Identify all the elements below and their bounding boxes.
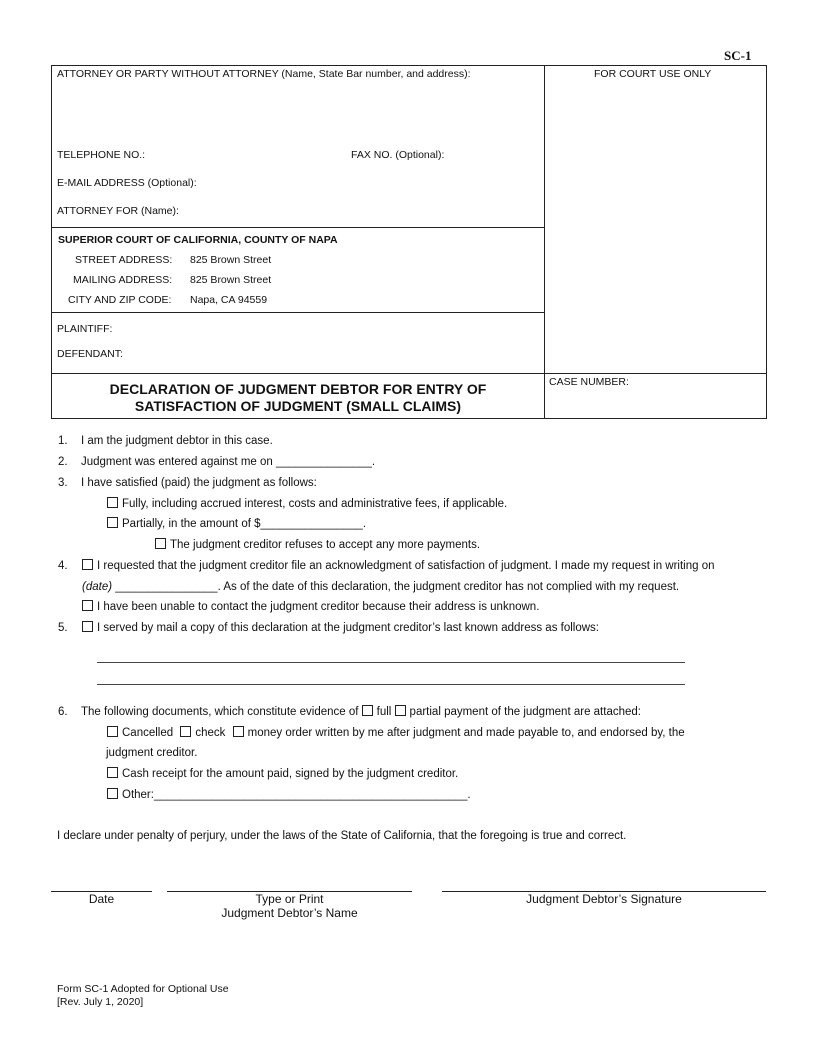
item-4c bbox=[82, 600, 539, 614]
money-order-checkbox[interactable] bbox=[233, 726, 244, 737]
item-3b bbox=[107, 517, 366, 531]
name-sig-label bbox=[167, 892, 412, 920]
mailing-value: 825 Brown Street bbox=[190, 274, 272, 286]
item-3a-text: Fully, including accrued interest, costs and administrative fees, if applicable. bbox=[122, 498, 508, 510]
name-label-line-1: Type or Print bbox=[255, 892, 324, 906]
mailing-label: MAILING ADDRESS: bbox=[73, 274, 173, 286]
title-line-1: DECLARATION OF JUDGMENT DEBTOR FOR ENTRY OF bbox=[109, 381, 487, 397]
cancelled-label: Cancelled bbox=[122, 727, 174, 739]
item-3-text: I have satisfied (paid) the judgment as follows: bbox=[81, 477, 317, 489]
served-by-mail-checkbox[interactable] bbox=[82, 621, 93, 632]
item-5-text: I served by mail a copy of this declaration at the judgment creditor’s last known address as follows: bbox=[97, 622, 599, 634]
street-label: STREET ADDRESS: bbox=[75, 254, 173, 266]
item-number: 1. bbox=[58, 435, 68, 447]
item-6c bbox=[107, 788, 471, 802]
requested-acknowledgment-checkbox[interactable] bbox=[82, 559, 93, 570]
item-6 bbox=[81, 705, 641, 719]
cash-receipt-checkbox[interactable] bbox=[107, 767, 118, 778]
item-number: 2. bbox=[58, 456, 68, 468]
address-line-1[interactable] bbox=[97, 662, 685, 663]
item-4a-text: I requested that the judgment creditor file an acknowledgment of satisfaction of judgment. I made my request in writing on bbox=[97, 560, 715, 572]
item-number: 4. bbox=[58, 560, 68, 572]
form-id: SC-1 bbox=[724, 48, 752, 63]
item-6b bbox=[107, 767, 458, 781]
address-unknown-checkbox[interactable] bbox=[82, 600, 93, 611]
signature-label: Judgment Debtor’s Signature bbox=[526, 892, 682, 906]
partially-paid-checkbox[interactable] bbox=[107, 517, 118, 528]
attorney-for-label: ATTORNEY FOR (Name): bbox=[57, 205, 179, 217]
divider bbox=[51, 373, 767, 374]
cancelled-checkbox[interactable] bbox=[107, 726, 118, 737]
item-6a-cont: judgment creditor. bbox=[106, 747, 198, 759]
cash-receipt-label: Cash receipt for the amount paid, signed by the judgment creditor. bbox=[122, 768, 459, 780]
item-number: 3. bbox=[58, 477, 68, 489]
item-number: 6. bbox=[58, 706, 68, 718]
item-6-text: The following documents, which constitute evidence of bbox=[81, 706, 359, 718]
defendant-label: DEFENDANT: bbox=[57, 348, 123, 360]
partial-checkbox[interactable] bbox=[395, 705, 406, 716]
street-value: 825 Brown Street bbox=[190, 254, 272, 266]
item-3c bbox=[155, 538, 480, 552]
court-name: SUPERIOR COURT OF CALIFORNIA, COUNTY OF NAPA bbox=[58, 234, 338, 246]
case-number-label: CASE NUMBER: bbox=[549, 376, 629, 388]
city-label: CITY AND ZIP CODE: bbox=[68, 294, 172, 306]
item-4a bbox=[82, 559, 715, 573]
other-label: Other:_________________________________________________. bbox=[122, 789, 471, 801]
full-checkbox[interactable] bbox=[362, 705, 373, 716]
divider bbox=[51, 227, 545, 228]
telephone-label: TELEPHONE NO.: bbox=[57, 149, 146, 161]
fully-paid-checkbox[interactable] bbox=[107, 497, 118, 508]
declaration-text: I declare under penalty of perjury, under the laws of the State of California, that the foregoing is true and correct. bbox=[57, 830, 627, 842]
divider bbox=[51, 312, 545, 313]
footer-line-1: Form SC-1 Adopted for Optional Use bbox=[57, 983, 229, 995]
name-label-line-2: Judgment Debtor’s Name bbox=[221, 906, 358, 920]
court-use-label: FOR COURT USE ONLY bbox=[594, 68, 712, 80]
partial-label: partial payment of the judgment are attached: bbox=[409, 706, 641, 718]
money-order-label: money order written by me after judgment and made payable to, and endorsed by, the bbox=[247, 727, 685, 739]
item-1-text: I am the judgment debtor in this case. bbox=[81, 435, 273, 447]
check-label: check bbox=[195, 727, 226, 739]
check-checkbox[interactable] bbox=[180, 726, 191, 737]
refuses-payment-checkbox[interactable] bbox=[155, 538, 166, 549]
full-label: full bbox=[376, 706, 392, 718]
item-2-text: Judgment was entered against me on _______________. bbox=[81, 456, 376, 468]
item-3a bbox=[107, 497, 507, 511]
item-6a bbox=[107, 726, 685, 740]
fax-label: FAX NO. (Optional): bbox=[351, 149, 445, 161]
address-line-2[interactable] bbox=[97, 684, 685, 685]
attorney-label: ATTORNEY OR PARTY WITHOUT ATTORNEY (Name, State Bar number, and address): bbox=[57, 68, 471, 80]
form-title bbox=[51, 381, 545, 415]
item-3c-text: The judgment creditor refuses to accept any more payments. bbox=[170, 539, 481, 551]
item-3b-text: Partially, in the amount of $________________. bbox=[122, 518, 367, 530]
date-label: (date) bbox=[82, 581, 113, 593]
city-value: Napa, CA 94559 bbox=[190, 294, 268, 306]
email-label: E-MAIL ADDRESS (Optional): bbox=[57, 177, 197, 189]
item-4c-text: I have been unable to contact the judgment creditor because their address is unknown. bbox=[97, 601, 540, 613]
footer-line-2: [Rev. July 1, 2020] bbox=[57, 996, 144, 1008]
item-4b-text: ________________. As of the date of this declaration, the judgment creditor has not complied with my request. bbox=[115, 581, 680, 593]
item-4b bbox=[82, 580, 679, 594]
other-checkbox[interactable] bbox=[107, 788, 118, 799]
title-line-2: SATISFACTION OF JUDGMENT (SMALL CLAIMS) bbox=[134, 398, 462, 414]
plaintiff-label: PLAINTIFF: bbox=[57, 323, 113, 335]
caption-divider bbox=[544, 65, 545, 419]
item-number: 5. bbox=[58, 622, 68, 634]
item-5 bbox=[82, 621, 599, 635]
date-sig-label: Date bbox=[88, 892, 115, 906]
